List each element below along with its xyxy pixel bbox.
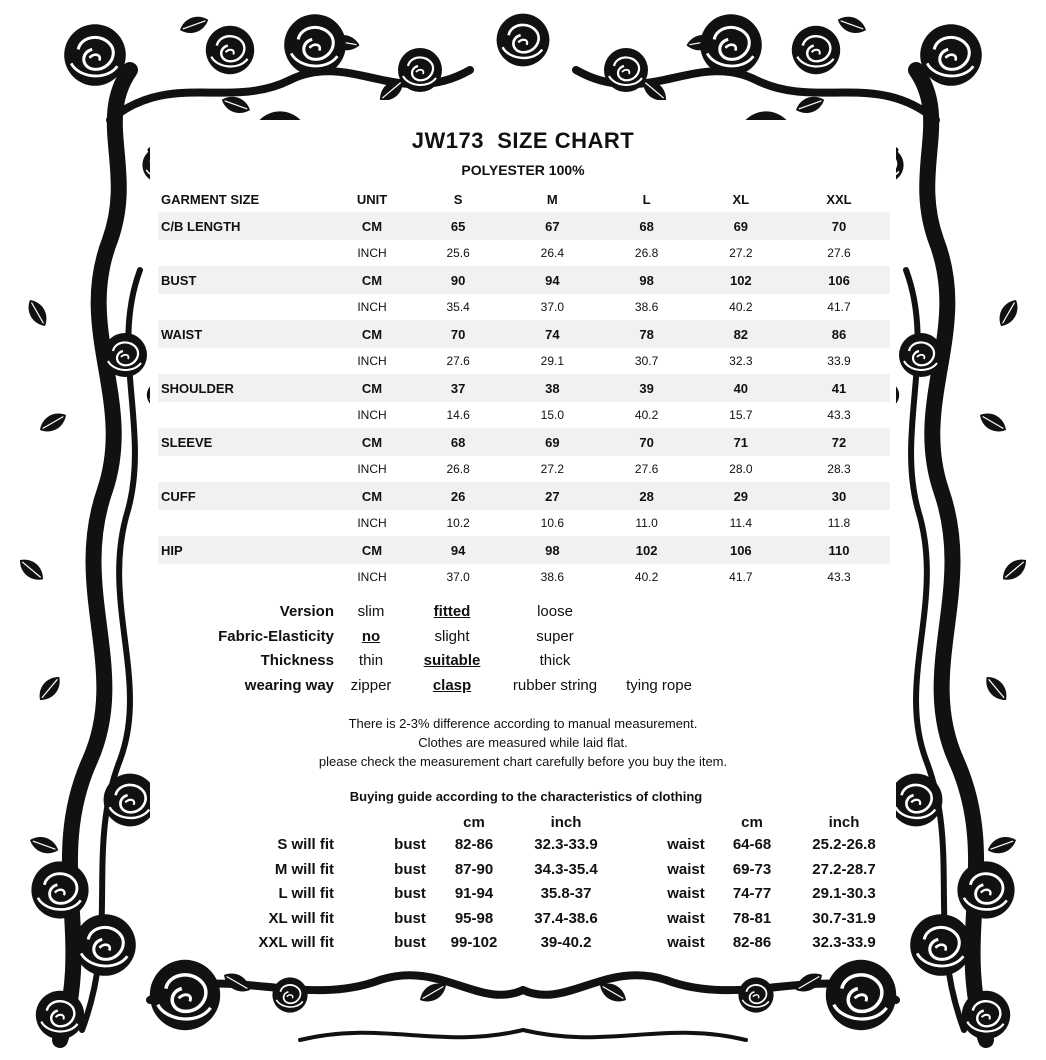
cm-value-cell: 110 [788,536,890,564]
cm-value-cell: 27 [505,482,599,510]
inch-value-cell: 43.3 [788,564,890,590]
cm-value-cell: 69 [694,212,788,240]
characteristic-option: loose [537,603,573,620]
empty-cell [158,456,333,482]
unit-cell: CM [333,374,411,402]
cm-value-cell: 68 [411,428,505,456]
cm-value-cell: 78 [599,320,693,348]
measure-name: WAIST [158,320,333,348]
header-size-xxl: XXL [826,191,852,207]
note-line: There is 2-3% difference according to manual measurement. [348,716,698,731]
inch-value-cell: 40.2 [694,294,788,320]
characteristic-row [0,603,760,627]
cm-value-cell: 74 [505,320,599,348]
inch-value-cell: 28.3 [788,456,890,482]
measure-name: CUFF [158,482,333,510]
characteristic-label: Fabric-Elasticity [218,627,334,645]
cm-value-cell: 69 [505,428,599,456]
size-row-inch [158,564,890,590]
buying-guide-title: Buying guide according to the characteristics of clothing [349,789,703,804]
header-waist-cm: cm [741,814,763,831]
waist-label: waist [667,885,705,902]
unit-cell: CM [333,266,411,294]
size-table-body [158,212,890,590]
bust-label: bust [394,934,426,951]
cm-value-cell: 26 [411,482,505,510]
characteristic-option: fitted [433,603,471,620]
cm-value-cell: 28 [599,482,693,510]
cm-value-cell: 41 [788,374,890,402]
measure-name: SHOULDER [158,374,333,402]
characteristic-row [0,652,760,676]
bust-label: bust [394,909,426,927]
buying-guide-row [0,934,1046,956]
header-bust-inch: inch [550,814,582,831]
unit-cell: INCH [333,564,411,590]
characteristic-option: tying rope [626,676,692,694]
header-size-s: S [453,191,463,207]
buying-guide-row [0,885,1046,907]
size-row-inch [158,510,890,536]
cm-value-cell: 65 [411,212,505,240]
characteristic-option: rubber string [512,676,598,694]
inch-value-cell: 29.1 [505,348,599,374]
characteristic-option: zipper [350,676,392,694]
waist-inch-range: 29.1-30.3 [812,885,876,902]
note-line: please check the measurement chart carefully before you buy the item. [318,754,728,769]
characteristic-label: Thickness [260,652,334,669]
header-size-m: M [546,191,558,207]
waist-cm-range: 74-77 [732,885,772,902]
cm-value-cell: 98 [505,536,599,564]
unit-cell: INCH [333,294,411,320]
size-fit-label: S will fit [277,836,334,853]
bust-label: bust [394,885,426,902]
size-row-inch [158,348,890,374]
unit-cell: INCH [333,348,411,374]
header-size-l: L [642,191,651,207]
measure-name: HIP [158,536,333,564]
size-row-cm [158,536,890,564]
bust-label: bust [394,860,426,878]
cm-value-cell: 29 [694,482,788,510]
cm-value-cell: 82 [694,320,788,348]
cm-value-cell: 70 [411,320,505,348]
empty-cell [158,348,333,374]
inch-value-cell: 26.4 [505,240,599,266]
header-garment-size: GARMENT SIZE [161,191,260,207]
inch-value-cell: 27.2 [694,240,788,266]
cm-value-cell: 94 [411,536,505,564]
size-row-inch [158,402,890,428]
measure-name: SLEEVE [158,428,333,456]
cm-value-cell: 30 [788,482,890,510]
measurement-notes [0,714,1046,771]
bust-cm-range: 95-98 [454,909,494,927]
buying-guide-row [0,861,1046,883]
header-waist-inch: inch [828,814,860,831]
unit-cell: CM [333,212,411,240]
bust-cm-range: 82-86 [454,836,494,853]
waist-label: waist [667,909,705,927]
empty-cell [158,564,333,590]
bust-cm-range: 91-94 [454,885,494,902]
unit-cell: CM [333,536,411,564]
cm-value-cell: 38 [505,374,599,402]
inch-value-cell: 26.8 [411,456,505,482]
cm-value-cell: 72 [788,428,890,456]
inch-value-cell: 32.3 [694,348,788,374]
buying-guide-row [0,836,1046,858]
buying-guide-header [0,814,1046,834]
characteristic-option: slim [357,603,385,620]
inch-value-cell: 38.6 [505,564,599,590]
unit-cell: CM [333,482,411,510]
waist-label: waist [667,836,705,853]
inch-value-cell: 27.2 [505,456,599,482]
cm-value-cell: 39 [599,374,693,402]
inch-value-cell: 37.0 [505,294,599,320]
waist-inch-range: 27.2-28.7 [812,860,876,878]
cm-value-cell: 37 [411,374,505,402]
size-row-cm [158,320,890,348]
cm-value-cell: 40 [694,374,788,402]
unit-cell: CM [333,320,411,348]
size-row-inch [158,456,890,482]
cm-value-cell: 106 [694,536,788,564]
characteristic-row [0,628,760,652]
size-row-cm [158,428,890,456]
inch-value-cell: 35.4 [411,294,505,320]
characteristic-option: thin [358,652,384,669]
size-row-cm [158,212,890,240]
characteristic-option: thick [539,652,571,669]
size-row-inch [158,294,890,320]
empty-cell [158,510,333,536]
inch-value-cell: 41.7 [788,294,890,320]
bust-inch-range: 39-40.2 [540,934,592,951]
inch-value-cell: 10.2 [411,510,505,536]
header-unit: UNIT [356,191,388,207]
inch-value-cell: 28.0 [694,456,788,482]
inch-value-cell: 43.3 [788,402,890,428]
bust-inch-range: 35.8-37 [540,885,592,902]
cm-value-cell: 86 [788,320,890,348]
bust-cm-range: 99-102 [450,934,498,951]
cm-value-cell: 70 [788,212,890,240]
size-row-inch [158,240,890,266]
unit-cell: CM [333,428,411,456]
size-fit-label: XL will fit [268,909,334,927]
header-bust-cm: cm [463,814,485,831]
unit-cell: INCH [333,456,411,482]
size-row-cm [158,266,890,294]
characteristic-option: slight [434,627,470,645]
measure-name: C/B LENGTH [158,212,333,240]
inch-value-cell: 10.6 [505,510,599,536]
size-fit-label: L will fit [278,885,334,902]
note-line: Clothes are measured while laid flat. [418,735,628,750]
bust-cm-range: 87-90 [454,860,494,878]
bust-inch-range: 32.3-33.9 [534,836,598,853]
cm-value-cell: 70 [599,428,693,456]
material-label: POLYESTER 100% [461,162,585,178]
size-row-cm [158,374,890,402]
inch-value-cell: 11.4 [694,510,788,536]
waist-cm-range: 69-73 [732,860,772,878]
cm-value-cell: 102 [599,536,693,564]
bust-label: bust [394,836,426,853]
inch-value-cell: 30.7 [599,348,693,374]
cm-value-cell: 94 [505,266,599,294]
empty-cell [158,402,333,428]
size-fit-label: XXL will fit [258,934,334,951]
unit-cell: INCH [333,510,411,536]
waist-cm-range: 82-86 [732,934,772,951]
header-size-xl: XL [732,191,750,207]
cm-value-cell: 90 [411,266,505,294]
size-table [158,186,890,590]
waist-inch-range: 25.2-26.8 [812,836,876,853]
cm-value-cell: 98 [599,266,693,294]
inch-value-cell: 41.7 [694,564,788,590]
inch-value-cell: 27.6 [788,240,890,266]
unit-cell: INCH [333,240,411,266]
bust-inch-range: 34.3-35.4 [534,860,598,878]
characteristic-label: Version [279,603,334,620]
inch-value-cell: 25.6 [411,240,505,266]
characteristic-option: super [536,627,574,645]
inch-value-cell: 11.8 [788,510,890,536]
cm-value-cell: 106 [788,266,890,294]
waist-inch-range: 30.7-31.9 [812,909,876,927]
characteristic-row [0,677,760,701]
waist-cm-range: 78-81 [732,909,772,927]
characteristic-option: no [361,627,381,645]
cm-value-cell: 67 [505,212,599,240]
page-title: JW173 SIZE CHART [411,128,635,153]
inch-value-cell: 38.6 [599,294,693,320]
inch-value-cell: 26.8 [599,240,693,266]
empty-cell [158,240,333,266]
empty-cell [158,294,333,320]
cm-value-cell: 68 [599,212,693,240]
inch-value-cell: 15.7 [694,402,788,428]
waist-inch-range: 32.3-33.9 [812,934,876,951]
characteristic-option: clasp [432,676,472,694]
inch-value-cell: 11.0 [599,510,693,536]
size-table-header [158,186,890,212]
inch-value-cell: 15.0 [505,402,599,428]
characteristic-option: suitable [423,652,481,669]
inch-value-cell: 37.0 [411,564,505,590]
inch-value-cell: 40.2 [599,564,693,590]
measure-name: BUST [158,266,333,294]
cm-value-cell: 102 [694,266,788,294]
size-fit-label: M will fit [274,860,334,878]
size-row-cm [158,482,890,510]
waist-label: waist [667,860,705,878]
inch-value-cell: 33.9 [788,348,890,374]
characteristic-label: wearing way [244,676,334,694]
inch-value-cell: 40.2 [599,402,693,428]
inch-value-cell: 14.6 [411,402,505,428]
buying-guide-row [0,910,1046,932]
cm-value-cell: 71 [694,428,788,456]
inch-value-cell: 27.6 [599,456,693,482]
unit-cell: INCH [333,402,411,428]
waist-label: waist [667,934,705,951]
waist-cm-range: 64-68 [732,836,772,853]
bust-inch-range: 37.4-38.6 [534,909,598,927]
inch-value-cell: 27.6 [411,348,505,374]
